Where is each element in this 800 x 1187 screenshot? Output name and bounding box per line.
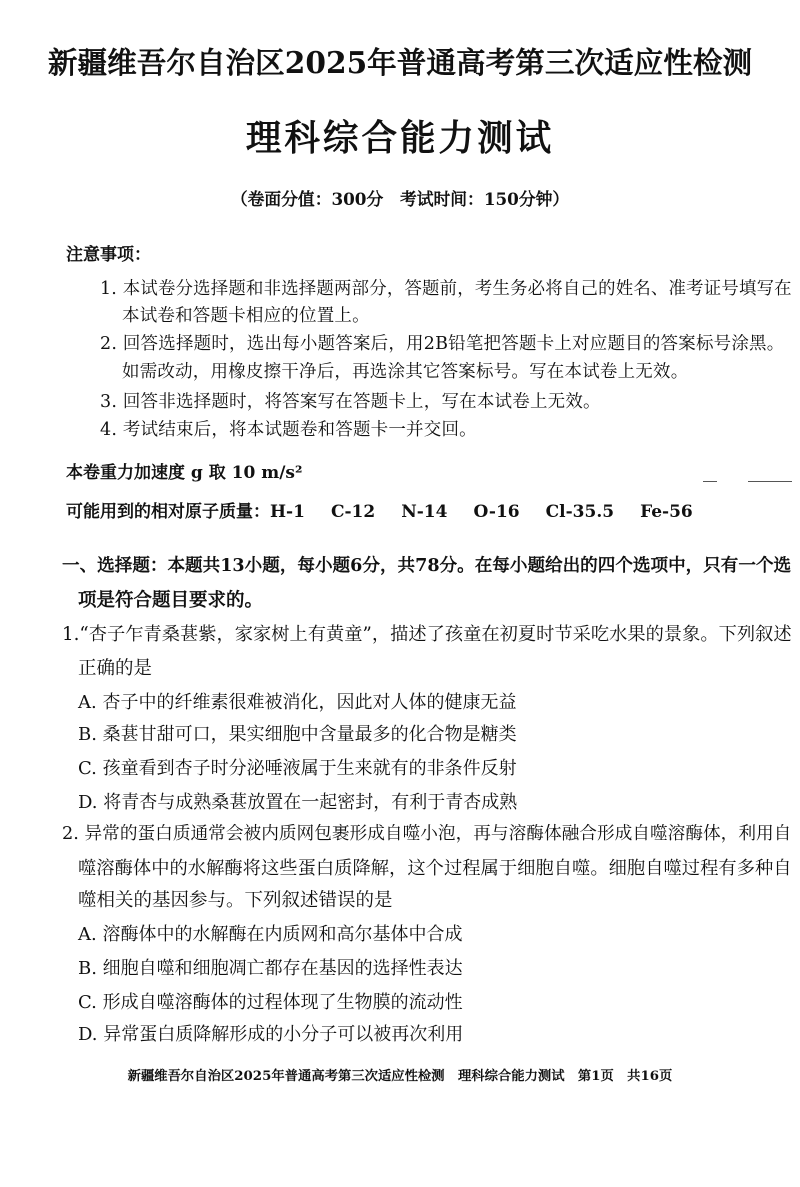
question-stem: 2. 异常的蛋白质通常会被内质网包裹形成自噬小泡，再与溶酶体融合形成自噬溶酶体，利用自: [62, 824, 792, 844]
scan-mark: [703, 481, 717, 482]
exam-subject: 理科综合能力测试: [245, 118, 555, 159]
atomic-mass-item: Cl-35.5: [545, 502, 615, 522]
option-c: C. 孩童看到杏子时分泌唾液属于生来就有的非条件反射: [78, 758, 517, 779]
question-stem: 正确的是: [78, 658, 153, 679]
notice-line: 本试卷和答题卡相应的位置上。: [122, 306, 370, 326]
option-a: A. 杏子中的纤维素很难被消化，因此对人体的健康无益: [78, 692, 517, 713]
option-b: B. 细胞自噬和细胞凋亡都存在基因的选择性表达: [78, 958, 463, 979]
option-b: B. 桑葚甘甜可口，果实细胞中含量最多的化合物是糖类: [78, 724, 517, 745]
notice-line: 2. 回答选择题时，选出每小题答案后，用2B铅笔把答题卡上对应题目的答案标号涂黑。: [100, 334, 785, 354]
atomic-mass-item: N-14: [401, 502, 448, 522]
gravity-note: 本卷重力加速度 g 取 10 m/s²: [66, 463, 303, 483]
atomic-mass-item: Fe-56: [640, 502, 693, 522]
atomic-mass-item: C-12: [330, 502, 376, 522]
option-a: A. 溶酶体中的水解酶在内质网和高尔基体中合成: [78, 924, 463, 945]
notice-line: 1. 本试卷分选择题和非选择题两部分，答题前，考生务必将自己的姓名、准考证号填写在: [100, 279, 792, 299]
option-c: C. 形成自噬溶酶体的过程体现了生物膜的流动性: [78, 992, 463, 1013]
page-footer: 新疆维吾尔自治区2025年普通高考第三次适应性检测 理科综合能力测试 第1页 共16页: [127, 1068, 673, 1084]
atomic-mass-label: 可能用到的相对原子质量：: [66, 502, 270, 522]
atomic-mass-item: H-1: [270, 502, 305, 522]
notice-heading: 注意事项：: [66, 245, 151, 265]
option-d: D. 将青杏与成熟桑葚放置在一起密封，有利于青杏成熟: [78, 792, 518, 813]
question-stem: 1.“杏子乍青桑葚紫，家家树上有黄童”，描述了孩童在初夏时节采吃水果的景象。下列叙述: [62, 624, 792, 645]
section-heading: 一、选择题：本题共13小题，每小题6分，共78分。在每小题给出的四个选项中，只有一个选: [62, 555, 792, 576]
question-stem: 噬相关的基因参与。下列叙述错误的是: [78, 890, 393, 911]
option-d: D. 异常蛋白质降解形成的小分子可以被再次利用: [78, 1024, 464, 1045]
atomic-mass-line: [66, 497, 719, 522]
question-stem: 噬溶酶体中的水解酶将这些蛋白质降解，这个过程属于细胞自噬。细胞自噬过程有多种自: [78, 858, 792, 879]
scan-mark: [748, 481, 792, 482]
notice-line: 3. 回答非选择题时，将答案写在答题卡上，写在本试卷上无效。: [100, 392, 601, 412]
notice-line: 如需改动，用橡皮擦干净后，再选涂其它答案标号。写在本试卷上无效。: [122, 362, 689, 382]
notice-line: 4. 考试结束后，将本试题卷和答题卡一并交回。: [100, 420, 477, 440]
atomic-mass-item: O-16: [473, 502, 520, 522]
section-heading: 项是符合题目要求的。: [78, 590, 264, 611]
exam-meta: （卷面分值：300分 考试时间：150分钟）: [230, 189, 570, 209]
exam-title: 新疆维吾尔自治区2025年普通高考第三次适应性检测: [47, 45, 753, 80]
